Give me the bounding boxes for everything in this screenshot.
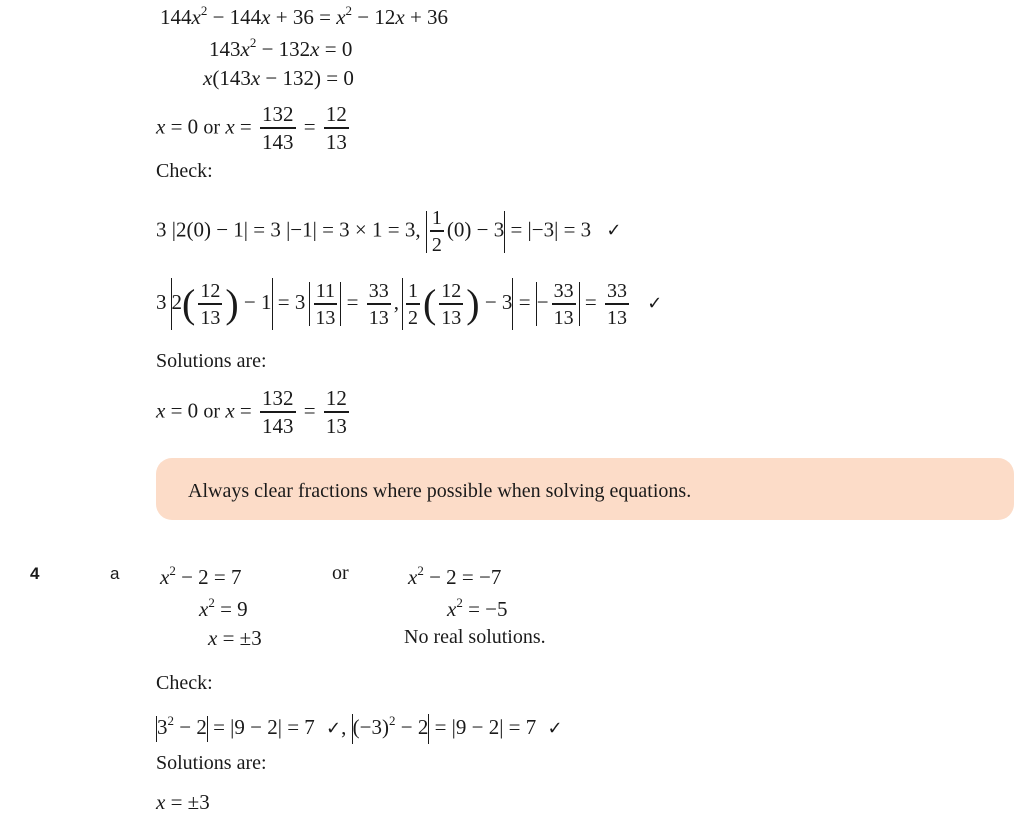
check-label: Check: xyxy=(156,160,213,182)
working-line-2: $143x^2 - 132x = 0$ xyxy=(209,35,353,61)
solutions-label: Solutions are: xyxy=(156,350,267,372)
solution-line: x = 0 or x = $\frac{132}{143}$ = $\frac{12}{13}$ xyxy=(156,386,347,438)
question-number: 4 xyxy=(30,564,40,583)
checkmark-icon: ✓ xyxy=(606,220,622,242)
tip-text: Always clear fractions where possible when solving equations. xyxy=(188,480,692,502)
working-line-1: $144x^2 - 144x + 36 = x^2 - 12x + 36$ xyxy=(160,3,449,29)
right-working-1: $x^2 - 2 = -7$ xyxy=(408,563,502,589)
q4-solution: x = ±3 xyxy=(156,790,210,814)
working-line-3: x(143x − 132) = 0 xyxy=(203,66,354,90)
left-working-1: $x^2 - 2 = 7$ xyxy=(160,563,242,589)
question-part: a xyxy=(110,564,120,583)
working-line-4: x = 0 or x = $\frac{132}{143}$ = $\frac{12}{13}$ xyxy=(156,102,347,154)
q4-check-label: Check: xyxy=(156,672,213,694)
right-working-2: $x^2 = -5$ xyxy=(447,595,508,621)
no-real-solutions: No real solutions. xyxy=(404,626,546,648)
check-line-1: 3 |2(0) − 1| = 3 |−1| = 3 × 1 = 3, $\frac{1}{2}$ (0) − 3 = |−3| = 3 ✓ xyxy=(156,207,622,256)
q4-solutions-label: Solutions are: xyxy=(156,752,267,774)
checkmark-icon: ✓ xyxy=(647,292,663,314)
check-line-2: 3 2( $\frac{12}{13}$ ) − 1 = 3 $\frac{11}{13}$ = $\frac{33}{13}$ , $\frac{1}{2}$ ( $\frac{12}{13}$ ) − 3 = − $\frac{33}{13}$ = $\frac{33}{13}$ ✓ xyxy=(156,279,663,329)
left-working-3: x = ±3 xyxy=(208,626,262,650)
q4-check-line: $3^2 - 2 = |9 - 2| = 7$ ✓, $(-3)^2 - 2 = |9 - 2| = 7$ ✓ xyxy=(156,714,563,744)
checkmark-icon: ✓ xyxy=(547,718,563,739)
or-label: or xyxy=(332,562,349,584)
left-working-2: $x^2 = 9$ xyxy=(199,595,248,621)
checkmark-icon: ✓ xyxy=(326,718,342,739)
tip-callout xyxy=(156,458,1014,520)
